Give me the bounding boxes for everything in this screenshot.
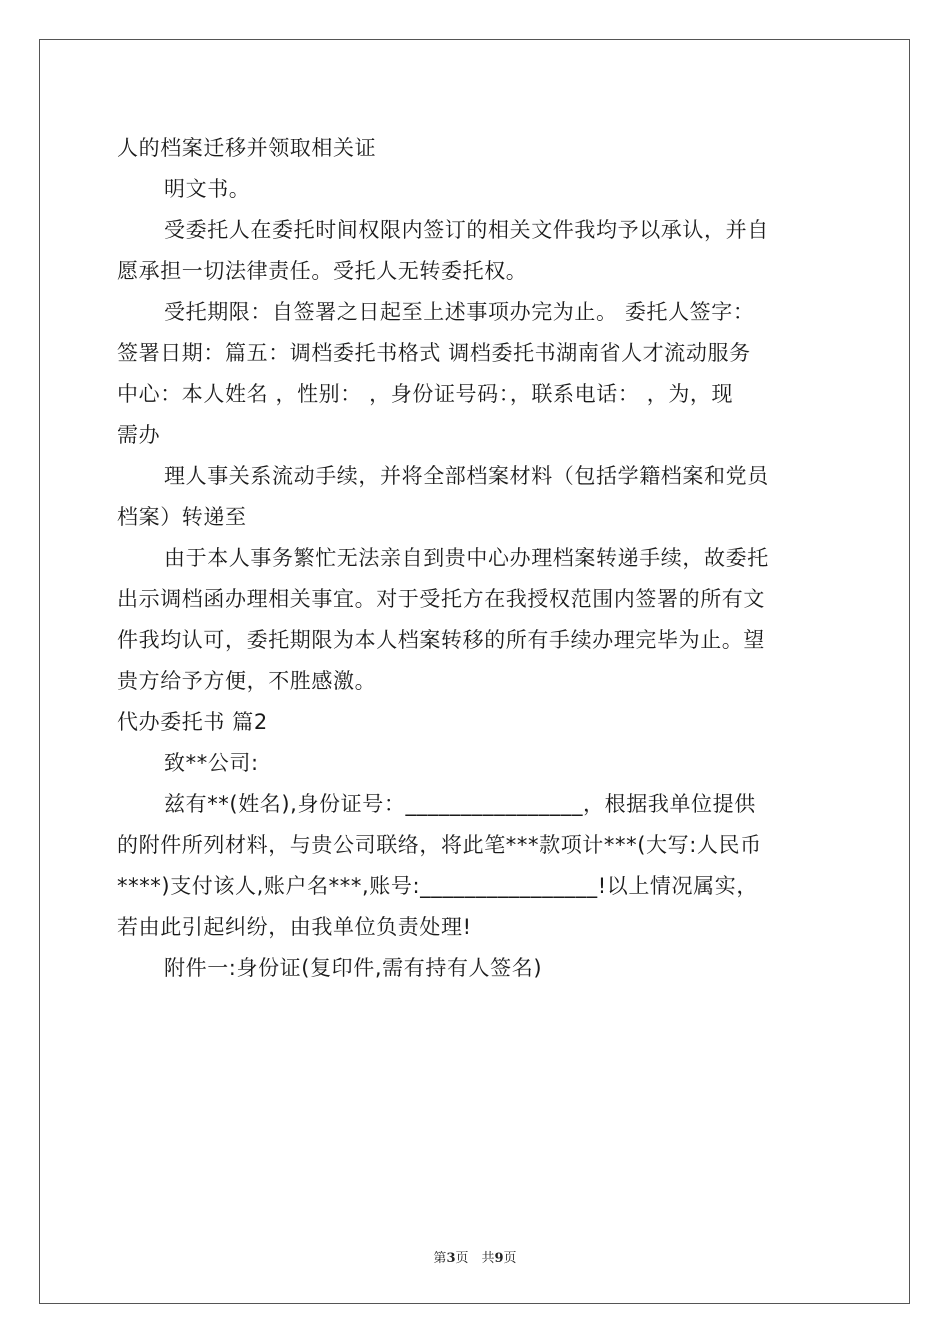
text-line: 人的档案迁移并领取相关证 [117, 136, 377, 160]
footer-suffix: 页 [503, 1251, 517, 1266]
text-line: 受委托人在委托时间权限内签订的相关文件我均予以承认，并自 [164, 218, 769, 242]
text-line: 兹有**(姓名),身份证号：________________，根据我单位提供 [164, 792, 756, 816]
text-line: 理人事关系流动手续，并将全部档案材料（包括学籍档案和党员 [164, 464, 769, 488]
text-line: 出示调档函办理相关事宜。对于受托方在我授权范围内签署的所有文 [117, 587, 765, 611]
text-line: 致**公司: [164, 751, 259, 775]
page-footer [0, 1247, 950, 1266]
text-line: 由于本人事务繁忙无法亲自到贵中心办理档案转递手续，故委托 [164, 546, 769, 570]
text-line: 愿承担一切法律责任。受托人无转委托权。 [117, 259, 528, 283]
footer-current-page: 3 [446, 1251, 456, 1266]
text-line: 明文书。 [164, 177, 251, 201]
text-line: 件我均认可，委托期限为本人档案转移的所有手续办理完毕为止。望 [117, 628, 765, 652]
document-body [117, 128, 833, 989]
text-line: 附件一:身份证(复印件,需有持有人签名) [164, 956, 543, 980]
text-line: 签署日期：篇五：调档委托书格式 调档委托书湖南省人才流动服务 [117, 341, 751, 365]
text-line: 的附件所列材料，与贵公司联络，将此笔***款项计***(大写:人民币 [117, 833, 762, 857]
text-line: 受托期限：自签署之日起至上述事项办完为止。 委托人签字： [164, 300, 755, 324]
text-line: ****)支付该人,账户名***,账号:________________!以上情况属实， [117, 874, 758, 898]
text-line: 档案）转递至 [117, 505, 247, 529]
footer-middle: 页 共 [455, 1251, 495, 1266]
text-line: 若由此引起纠纷，由我单位负责处理! [117, 915, 472, 939]
footer-total-pages: 9 [494, 1251, 504, 1266]
text-line: 代办委托书 篇2 [117, 710, 268, 734]
text-line: 需办 [117, 423, 161, 447]
text-line: 中心：本人姓名 ，性别： ，身份证号码：，联系电话： ，为，现 [117, 382, 734, 406]
text-line: 贵方给予方便，不胜感激。 [117, 669, 377, 693]
footer-prefix: 第 [433, 1251, 447, 1266]
